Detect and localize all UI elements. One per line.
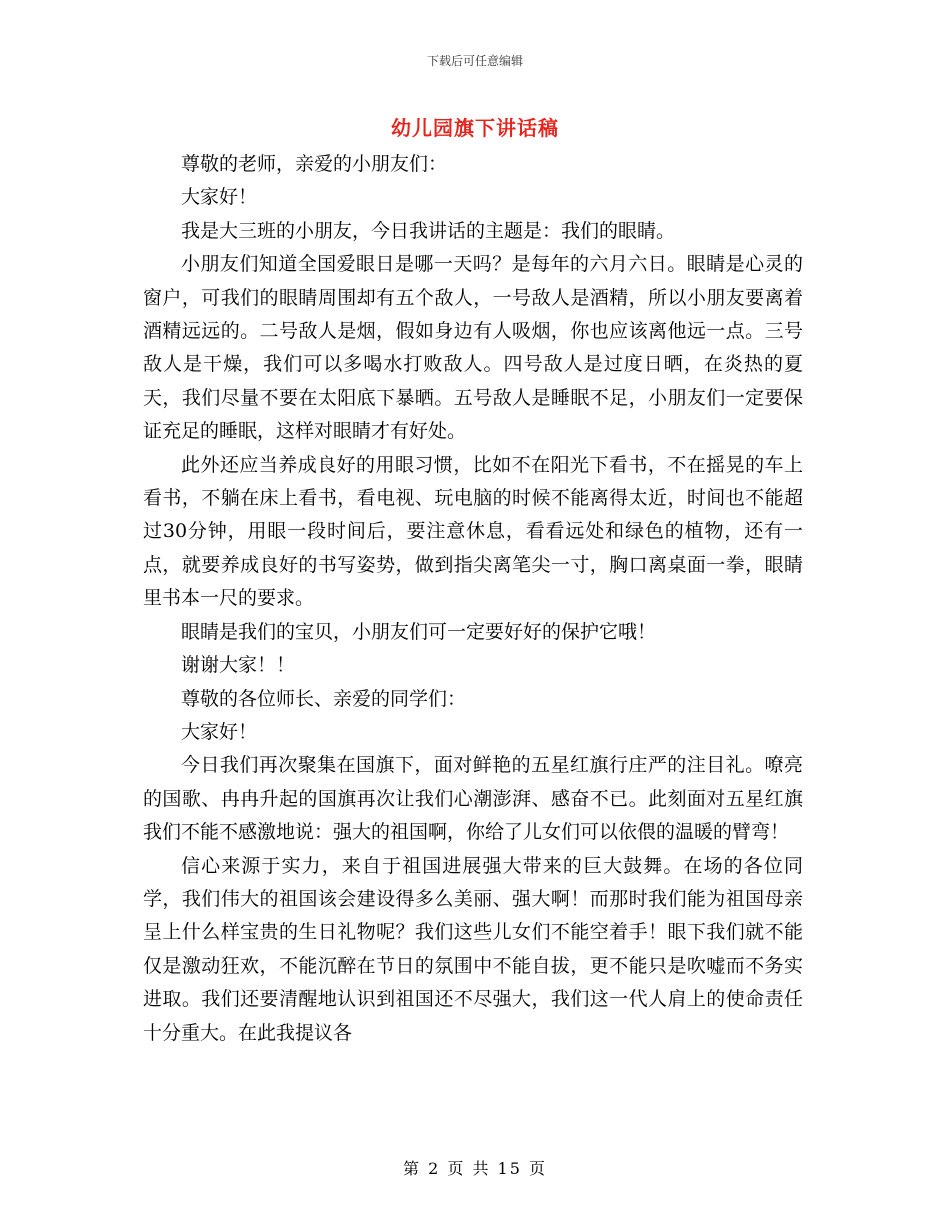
document-body <box>143 148 803 1050</box>
document-title: 幼儿园旗下讲话稿 <box>391 116 559 140</box>
paragraph: 今日我们再次聚集在国旗下，面对鲜艳的五星红旗行庄严的注目礼。嘹亮的国歌、冉冉升起的国旗再次让我们心潮澎湃、感奋不已。此刻面对五星红旗我们不能不感激地说：强大的祖国啊，你给了儿女们可以依偎的温暖的臂弯！ <box>143 754 803 844</box>
paragraph: 大家好！ <box>181 186 258 209</box>
paragraph: 小朋友们知道全国爱眼日是哪一天吗？是每年的六月六日。眼睛是心灵的窗户，可我们的眼睛周围却有五个敌人，一号敌人是酒精，所以小朋友要离着酒精远远的。二号敌人是烟，假如身边有人吸烟，你也应该离他远一点。三号敌人是干燥，我们可以多喝水打败敌人。四号敌人是过度日晒，在炎热的夏天，我们尽量不要在太阳底下暴晒。五号敌人是睡眠不足，小朋友们一定要保证充足的睡眠，这样对眼睛才有好处。 <box>143 253 803 443</box>
paragraph: 我是大三班的小朋友，今日我讲话的主题是：我们的眼睛。 <box>181 219 676 242</box>
paragraph: 大家好！ <box>181 720 258 743</box>
page-header-note: 下载后可任意编辑 <box>426 54 523 68</box>
paragraph: 尊敬的各位师长、亲爱的同学们： <box>181 687 467 710</box>
paragraph: 谢谢大家！！ <box>181 654 296 677</box>
paragraph: 信心来源于实力，来自于祖国进展强大带来的巨大鼓舞。在场的各位同学，我们伟大的祖国该会建设得多么美丽、强大啊！而那时我们能为祖国母亲呈上什么样宝贵的生日礼物呢？我们这些儿女们不能空着手！眼下我们就不能仅是激动狂欢，不能沉醉在节日的氛围中不能自拔，更不能只是吹嘘而不务实进取。我们还要清醒地认识到祖国还不尽强大，我们这一代人肩上的使命责任十分重大。在此我提议各 <box>143 854 803 1044</box>
paragraph: 眼睛是我们的宝贝，小朋友们可一定要好好的保护它哦！ <box>181 620 657 643</box>
page-number: 第 2 页 共 15 页 <box>403 1159 547 1178</box>
paragraph: 此外还应当养成良好的用眼习惯，比如不在阳光下看书，不在摇晃的车上看书，不躺在床上看书，看电视、玩电脑的时候不能离得太近，时间也不能超过30分钟，用眼一段时间后，要注意休息，看看远处和绿色的植物，还有一点，就要养成良好的书写姿势，做到指尖离笔尖一寸，胸口离桌面一拳，眼睛里书本一尺的要求。 <box>143 453 803 610</box>
paragraph: 尊敬的老师，亲爱的小朋友们： <box>181 153 448 175</box>
